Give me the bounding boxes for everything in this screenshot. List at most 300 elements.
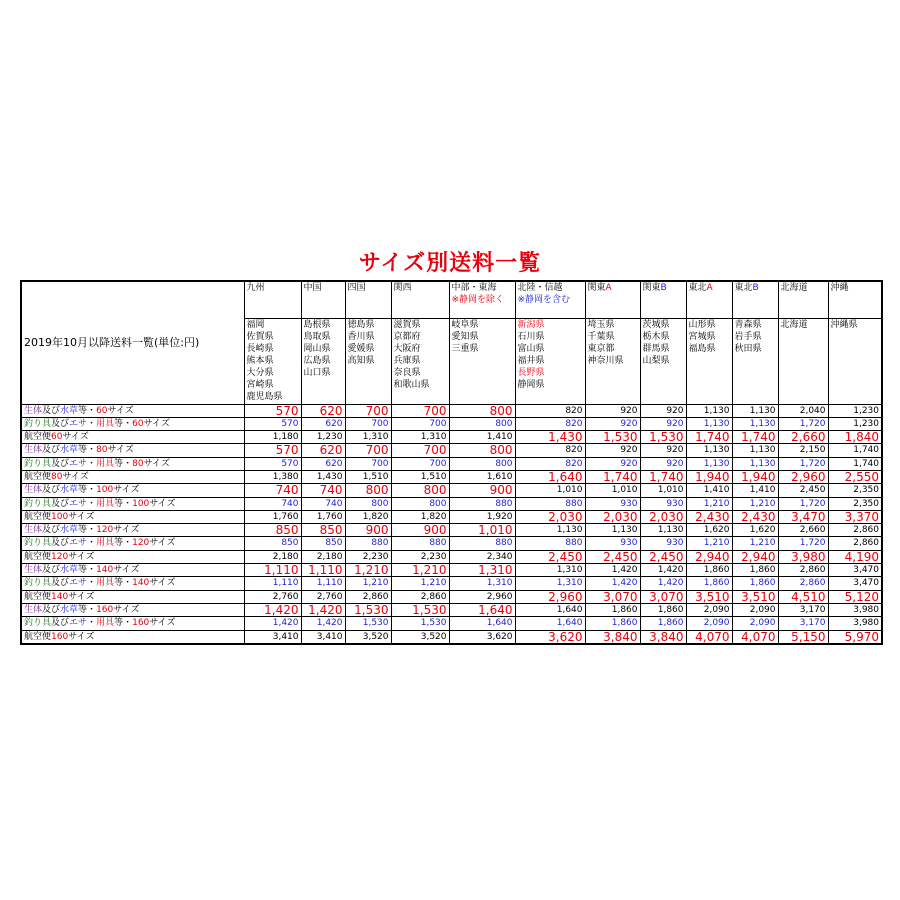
rate-cell: 1,310 (515, 577, 585, 590)
rate-cell: 3,510 (732, 590, 778, 603)
rate-cell: 620 (301, 404, 345, 417)
rate-cell: 1,130 (585, 524, 640, 537)
rate-cell: 620 (301, 417, 345, 430)
rate-cell: 3,170 (778, 603, 828, 616)
rate-cell: 2,030 (585, 510, 640, 523)
row-label (21, 603, 244, 616)
row-label-part: ・ (87, 578, 97, 589)
row-label-part: 等・ (114, 538, 133, 549)
row-label (21, 537, 244, 550)
rate-cell: 1,210 (345, 564, 391, 577)
prefecture-name: 東京都 (587, 343, 615, 354)
row-label-part: 及び (51, 618, 70, 629)
rate-cell: 1,530 (345, 617, 391, 630)
row-label-part: 140 (96, 565, 114, 576)
rate-cell: 1,310 (391, 431, 449, 444)
row-label-part: 水草 (60, 525, 79, 536)
table-row (21, 564, 882, 577)
row-label-part: サイズ (113, 565, 140, 576)
rate-cell: 2,450 (585, 550, 640, 563)
rate-cell: 1,420 (301, 603, 345, 616)
prefecture-name: 神奈川県 (587, 355, 624, 366)
row-label-part: 及び (51, 538, 70, 549)
table-row (21, 457, 882, 470)
row-label-part: 生体 (24, 604, 43, 615)
rate-cell: 1,130 (640, 524, 686, 537)
region-header (301, 281, 345, 318)
row-label-part: 160 (51, 631, 69, 642)
row-label-part: 100 (51, 511, 69, 522)
row-label-part: 釣り具 (24, 618, 52, 629)
rate-cell: 2,860 (391, 590, 449, 603)
rate-cell: 900 (391, 524, 449, 537)
rate-cell: 1,130 (686, 417, 732, 430)
rate-cell: 1,210 (732, 537, 778, 550)
rate-cell: 3,520 (345, 630, 391, 644)
rate-cell: 850 (301, 524, 345, 537)
prefecture-name: 島根県 (303, 319, 331, 330)
prefecture-name: 長崎県 (246, 343, 274, 354)
rate-cell: 1,130 (686, 457, 732, 470)
rate-cell: 1,230 (828, 417, 882, 430)
rate-cell: 2,960 (515, 590, 585, 603)
rate-cell: 1,230 (828, 404, 882, 417)
rate-cell: 1,760 (301, 510, 345, 523)
prefecture-name: 富山県 (517, 343, 545, 354)
rate-cell: 3,980 (828, 603, 882, 616)
row-label-part: 航空便 (24, 511, 52, 522)
prefecture-name: 群馬県 (642, 343, 670, 354)
rate-cell: 930 (585, 497, 640, 510)
rate-cell: 1,010 (585, 484, 640, 497)
row-label-part: サイズ (62, 432, 89, 443)
row-label-part: 釣り具 (24, 418, 52, 429)
row-label-part: 生体 (24, 485, 43, 496)
row-label-part: 生体 (24, 445, 43, 456)
region-name: 九州 (246, 283, 265, 293)
rate-cell: 2,230 (391, 550, 449, 563)
row-label-part: 等・ (114, 458, 133, 469)
table-corner-label: 2019年10月以降送料一覧(単位:円) (21, 281, 244, 404)
rate-cell: 3,470 (828, 564, 882, 577)
row-label-part: サイズ (68, 631, 95, 642)
rate-cell: 880 (449, 537, 515, 550)
rate-cell: 1,310 (345, 431, 391, 444)
row-label-part: 及び (42, 525, 61, 536)
prefecture-name: 長野県 (517, 367, 545, 378)
rate-cell: 2,660 (778, 431, 828, 444)
prefecture-name: 愛知県 (451, 331, 479, 342)
prefecture-name: 広島県 (303, 355, 331, 366)
row-label-part: 釣り具 (24, 578, 52, 589)
rate-cell: 2,430 (686, 510, 732, 523)
rate-cell: 570 (244, 457, 301, 470)
region-header (686, 281, 732, 318)
row-label (21, 457, 244, 470)
row-label-part: 水草 (60, 445, 79, 456)
rate-cell: 570 (244, 417, 301, 430)
row-label-part: 60 (96, 405, 108, 416)
rate-cell: 1,130 (686, 444, 732, 457)
rate-cell: 1,840 (828, 431, 882, 444)
rate-cell: 5,970 (828, 630, 882, 644)
row-label-part: エサ (69, 418, 88, 429)
rate-cell: 920 (640, 417, 686, 430)
prefecture-name: 福島県 (688, 343, 716, 354)
rate-cell: 620 (301, 444, 345, 457)
rate-cell: 920 (585, 404, 640, 417)
row-label-part: 水草 (60, 405, 79, 416)
row-label-part: 及び (51, 458, 70, 469)
rate-cell: 620 (301, 457, 345, 470)
prefecture-name: 栃木県 (642, 331, 670, 342)
rate-cell: 1,430 (301, 470, 345, 483)
prefecture-name: 京都府 (393, 331, 421, 342)
row-label (21, 564, 244, 577)
rate-cell: 3,070 (585, 590, 640, 603)
region-header (828, 281, 882, 318)
rate-cell: 5,120 (828, 590, 882, 603)
prefecture-name: 千葉県 (587, 331, 615, 342)
row-label (21, 470, 244, 483)
region-name: 中国 (303, 283, 322, 293)
rate-cell: 2,760 (301, 590, 345, 603)
prefecture-name: 宮城県 (688, 331, 716, 342)
rate-cell: 820 (515, 404, 585, 417)
rate-cell: 2,550 (828, 470, 882, 483)
region-header (449, 281, 515, 318)
prefecture-list (732, 318, 778, 404)
rate-cell: 1,510 (391, 470, 449, 483)
rate-cell: 2,860 (345, 590, 391, 603)
rate-cell: 1,420 (640, 577, 686, 590)
row-label-part: 用具 (96, 578, 115, 589)
row-label-part: 及び (42, 604, 61, 615)
rate-cell: 1,530 (391, 617, 449, 630)
row-label-part: エサ (69, 458, 88, 469)
prefecture-name: 新潟県 (517, 319, 545, 330)
rate-cell: 1,230 (301, 431, 345, 444)
prefecture-name: 鹿児島県 (246, 391, 283, 402)
prefecture-name: 静岡県 (517, 379, 545, 390)
row-label-part: エサ (69, 578, 88, 589)
prefecture-name: 岐阜県 (451, 319, 479, 330)
row-label-part: エサ (69, 498, 88, 509)
table-row (21, 603, 882, 616)
region-name: 東北 (688, 283, 707, 293)
rate-cell: 2,230 (345, 550, 391, 563)
rate-cell: 2,040 (778, 404, 828, 417)
rate-cell: 1,920 (449, 510, 515, 523)
row-label-part: サイズ (149, 618, 176, 629)
rate-cell: 1,860 (686, 577, 732, 590)
row-label-part: 等・ (114, 578, 133, 589)
prefecture-list (345, 318, 391, 404)
row-label-part: 及び (42, 405, 61, 416)
row-label-part: 160 (132, 618, 150, 629)
rate-cell: 3,840 (585, 630, 640, 644)
rate-cell: 1,740 (686, 431, 732, 444)
rate-cell: 740 (301, 497, 345, 510)
region-header (732, 281, 778, 318)
rate-cell: 1,740 (828, 444, 882, 457)
rate-cell: 3,980 (778, 550, 828, 563)
rate-cell: 920 (585, 444, 640, 457)
row-label-part: ・ (87, 458, 97, 469)
rate-cell: 1,310 (515, 564, 585, 577)
row-label-part: 用具 (96, 458, 115, 469)
row-label (21, 590, 244, 603)
rate-cell: 2,430 (732, 510, 778, 523)
table-row (21, 537, 882, 550)
prefecture-list (640, 318, 686, 404)
prefecture-name: 三重県 (451, 343, 479, 354)
rate-cell: 700 (391, 404, 449, 417)
row-label-part: サイズ (149, 498, 176, 509)
prefecture-name: 高知県 (347, 355, 375, 366)
rate-cell: 1,640 (515, 617, 585, 630)
region-header (391, 281, 449, 318)
rate-cell: 3,410 (244, 630, 301, 644)
rate-cell: 880 (515, 497, 585, 510)
row-label-part: サイズ (68, 511, 95, 522)
rate-cell: 2,350 (828, 497, 882, 510)
table-row (21, 577, 882, 590)
rate-cell: 3,620 (515, 630, 585, 644)
prefecture-list (515, 318, 585, 404)
row-label (21, 617, 244, 630)
rate-cell: 1,130 (732, 404, 778, 417)
region-header (778, 281, 828, 318)
rate-cell: 1,130 (732, 444, 778, 457)
rate-cell: 1,720 (778, 417, 828, 430)
rate-cell: 1,720 (778, 497, 828, 510)
region-name: 四国 (347, 283, 366, 293)
rate-cell: 1,530 (640, 431, 686, 444)
row-label-part: ・ (87, 618, 97, 629)
rate-cell: 900 (449, 484, 515, 497)
rate-cell: 2,860 (828, 524, 882, 537)
row-label-part: エサ (69, 618, 88, 629)
rate-cell: 1,760 (244, 510, 301, 523)
rate-cell: 3,840 (640, 630, 686, 644)
prefecture-list (391, 318, 449, 404)
rate-cell: 1,610 (449, 470, 515, 483)
region-letter: A (605, 283, 612, 293)
row-label-part: 水草 (60, 565, 79, 576)
prefecture-name: 香川県 (347, 331, 375, 342)
rate-cell: 2,340 (449, 550, 515, 563)
row-label-part: 60 (51, 432, 63, 443)
table-row (21, 550, 882, 563)
row-label (21, 630, 244, 644)
prefecture-name: 北海道 (780, 319, 808, 330)
rate-cell: 930 (585, 537, 640, 550)
rate-cell: 1,740 (640, 470, 686, 483)
rate-cell: 900 (345, 524, 391, 537)
prefecture-name: 埼玉県 (587, 319, 615, 330)
prefecture-name: 青森県 (734, 319, 762, 330)
rate-cell: 800 (449, 457, 515, 470)
rate-cell: 4,070 (686, 630, 732, 644)
rate-cell: 3,070 (640, 590, 686, 603)
prefecture-name: 茨城県 (642, 319, 670, 330)
rate-cell: 930 (640, 497, 686, 510)
rate-cell: 1,530 (391, 603, 449, 616)
table-row (21, 431, 882, 444)
row-label-part: 生体 (24, 525, 43, 536)
rate-cell: 1,940 (732, 470, 778, 483)
rate-cell: 740 (244, 484, 301, 497)
row-label-part: 航空便 (24, 432, 52, 443)
shipping-rate-table (20, 280, 883, 645)
rate-cell: 1,420 (244, 603, 301, 616)
row-label-part: 及び (51, 418, 70, 429)
prefecture-name: 岡山県 (303, 343, 331, 354)
table-row (21, 470, 882, 483)
rate-cell: 1,640 (449, 617, 515, 630)
prefecture-list (778, 318, 828, 404)
rate-cell: 740 (301, 484, 345, 497)
rate-cell: 1,380 (244, 470, 301, 483)
table-row (21, 617, 882, 630)
rate-cell: 920 (640, 457, 686, 470)
rate-cell: 2,940 (732, 550, 778, 563)
rate-cell: 3,370 (828, 510, 882, 523)
prefecture-list (449, 318, 515, 404)
row-label-part: 100 (96, 485, 114, 496)
prefecture-name: 大分県 (246, 367, 274, 378)
row-label-part: 釣り具 (24, 538, 52, 549)
row-label (21, 524, 244, 537)
row-label-part: サイズ (107, 445, 134, 456)
row-label-part: サイズ (107, 405, 134, 416)
rate-cell: 1,010 (640, 484, 686, 497)
rate-cell: 2,030 (515, 510, 585, 523)
rate-cell: 800 (391, 497, 449, 510)
row-label-part: 航空便 (24, 631, 52, 642)
row-label-part: 等・ (114, 418, 133, 429)
rate-cell: 3,510 (686, 590, 732, 603)
rate-cell: 2,090 (732, 617, 778, 630)
rate-cell: 5,150 (778, 630, 828, 644)
row-label-part: 及び (51, 578, 70, 589)
rate-cell: 800 (449, 417, 515, 430)
rate-cell: 2,450 (640, 550, 686, 563)
row-label-part: 及び (42, 485, 61, 496)
rate-cell: 1,130 (732, 417, 778, 430)
rate-cell: 880 (515, 537, 585, 550)
row-label-part: 120 (96, 525, 114, 536)
row-label-part: 等・ (114, 498, 133, 509)
rate-cell: 1,130 (515, 524, 585, 537)
rate-cell: 1,180 (244, 431, 301, 444)
rate-cell: 2,960 (449, 590, 515, 603)
rate-cell: 3,470 (828, 577, 882, 590)
rate-cell: 820 (515, 457, 585, 470)
rate-cell: 2,030 (640, 510, 686, 523)
row-label-part: 等・ (78, 525, 97, 536)
prefecture-name: 佐賀県 (246, 331, 274, 342)
rate-cell: 740 (244, 497, 301, 510)
rate-cell: 920 (585, 417, 640, 430)
row-label-part: サイズ (143, 458, 170, 469)
row-label-part: 等・ (78, 405, 97, 416)
rate-cell: 1,420 (244, 617, 301, 630)
rate-cell: 1,310 (449, 564, 515, 577)
rate-cell: 2,860 (778, 564, 828, 577)
row-label-part: 140 (51, 591, 69, 602)
rate-cell: 850 (244, 524, 301, 537)
row-label-part: サイズ (143, 418, 170, 429)
row-label-part: 航空便 (24, 551, 52, 562)
rate-cell: 2,090 (686, 603, 732, 616)
rate-cell: 700 (391, 444, 449, 457)
table-row (21, 417, 882, 430)
rate-cell: 1,740 (732, 431, 778, 444)
row-label-part: ・ (87, 418, 97, 429)
region-header (640, 281, 686, 318)
rate-cell: 700 (345, 444, 391, 457)
row-label-part: 及び (42, 565, 61, 576)
prefecture-list (585, 318, 640, 404)
region-name: 関西 (393, 283, 412, 293)
rate-cell: 1,410 (732, 484, 778, 497)
row-label-part: 釣り具 (24, 498, 52, 509)
table-row (21, 524, 882, 537)
rate-cell: 920 (640, 444, 686, 457)
rate-cell: 1,860 (732, 577, 778, 590)
region-note: ※静岡を含む (517, 295, 571, 305)
prefecture-list (301, 318, 345, 404)
prefecture-name: 大阪府 (393, 343, 421, 354)
prefecture-name: 愛媛県 (347, 343, 375, 354)
table-row (21, 590, 882, 603)
rate-cell: 3,520 (391, 630, 449, 644)
rate-cell: 2,090 (686, 617, 732, 630)
row-label-part: 航空便 (24, 471, 52, 482)
table-row (21, 630, 882, 644)
rate-cell: 1,860 (640, 603, 686, 616)
prefecture-name: 石川県 (517, 331, 545, 342)
rate-cell: 800 (449, 404, 515, 417)
row-label (21, 497, 244, 510)
rate-cell: 1,110 (301, 564, 345, 577)
prefecture-list (686, 318, 732, 404)
row-label-part: 用具 (96, 618, 115, 629)
rate-cell: 3,980 (828, 617, 882, 630)
rate-cell: 2,760 (244, 590, 301, 603)
rate-cell: 1,860 (585, 617, 640, 630)
prefecture-list (828, 318, 882, 404)
rate-cell: 4,070 (732, 630, 778, 644)
rate-cell: 1,210 (686, 537, 732, 550)
rate-cell: 1,860 (732, 564, 778, 577)
rate-cell: 800 (345, 484, 391, 497)
table-row (21, 404, 882, 417)
region-header (515, 281, 585, 318)
row-label-part: サイズ (68, 591, 95, 602)
region-header (244, 281, 301, 318)
rate-cell: 700 (345, 417, 391, 430)
rate-cell: 3,470 (778, 510, 828, 523)
rate-cell: 1,740 (828, 457, 882, 470)
row-label-part: 等・ (78, 565, 97, 576)
row-label-part: 等・ (78, 604, 97, 615)
row-label-part: 及び (42, 445, 61, 456)
region-note: ※静岡を除く (451, 295, 505, 305)
rate-cell: 1,420 (640, 564, 686, 577)
